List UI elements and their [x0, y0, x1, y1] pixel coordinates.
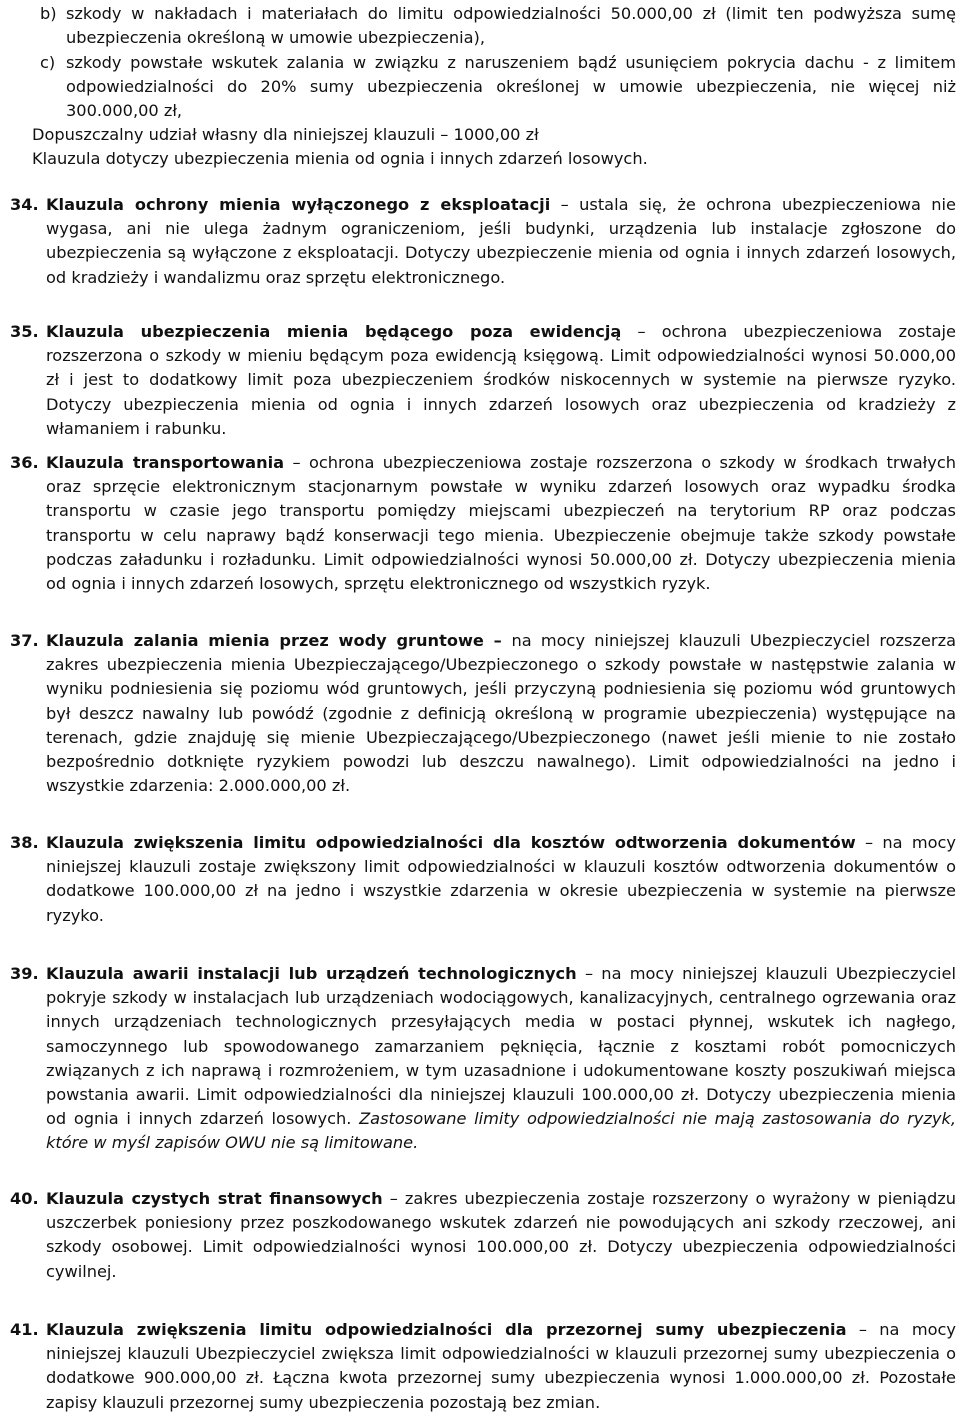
- clause-34-title: Klauzula ochrony mienia wyłączonego z eksploatacji: [46, 195, 551, 214]
- clause-41: [10, 1318, 956, 1415]
- clause-38-title: Klauzula zwiększenia limitu odpowiedzialności dla kosztów odtworzenia dokumentów: [46, 833, 856, 852]
- clause-36: [10, 451, 956, 596]
- clause-41-number: 41.: [10, 1320, 39, 1339]
- clause-37-body: na mocy niniejszej klauzuli Ubezpieczyciel rozszerza zakres ubezpieczenia mienia Ubezpieczającego/Ubezpieczonego o szkody powstałe w następstwie zalania w wyniku podniesienia się poziomu wód gruntowych, jeśli przyczyną podniesienia się poziomu wód gruntowych był deszcz nawalny lub powódź (zgodnie z definicją określoną w programie ubezpieczenia) występujące na terenach, gdzie znajduję się mienie Ubezpieczającego/Ubezpieczonego (nawet jeśli mienie to nie zostało bezpośrednio dotknięte ryzykiem powodzi lub deszczu nawalnego). Limit odpowiedzialności na jedno i wszystkie zdarzenia: 2.000.000,00 zł.: [46, 631, 956, 796]
- clause-37-dash: –: [483, 631, 512, 650]
- clause-38-number: 38.: [10, 833, 39, 852]
- list-text-c: szkody powstałe wskutek zalania w związku z naruszeniem bądź usunięciem pokrycia dachu - z limitem odpowiedzialności do 20% sumy ubezpieczenia określonej w umowie ubezpieczenia, nie więcej niż 300.000,00 zł,: [66, 53, 956, 121]
- clause-39-number: 39.: [10, 964, 39, 983]
- list-item-b: [40, 2, 956, 50]
- clause-34-number: 34.: [10, 195, 39, 214]
- clause-36-title: Klauzula transportowania: [46, 453, 285, 472]
- list-text-b: szkody w nakładach i materiałach do limitu odpowiedzialności 50.000,00 zł (limit ten podwyższa sumę ubezpieczenia określoną w umowie ubezpieczenia),: [66, 4, 956, 48]
- clause-38: [10, 831, 956, 928]
- clause-40-body: – zakres ubezpieczenia zostaje rozszerzony o wyrażony w pieniądzu uszczerbek poniesiony przez poszkodowanego wskutek zdarzeń nie powodujących ani szkody rzeczowej, ani szkody osobowej. Limit odpowiedzialności wynosi 100.000,00 zł. Dotyczy ubezpieczenia odpowiedzialności cywilnej.: [46, 1189, 956, 1281]
- clause-40-number: 40.: [10, 1189, 39, 1208]
- clause-39-title: Klauzula awarii instalacji lub urządzeń technologicznych: [46, 964, 577, 983]
- clause-34-body: – ustala się, że ochrona ubezpieczeniowa nie wygasa, ani nie ulega żadnym ograniczeniom, jeśli budynki, urządzenia lub instalacje zgłoszone do ubezpieczenia są wyłączone z eksploatacji. Dotyczy ubezpieczenie mienia od ognia i innych zdarzeń losowych, od kradzieży i wandalizmu oraz sprzętu elektronicznego.: [46, 195, 956, 287]
- clause-36-number: 36.: [10, 453, 39, 472]
- clause-36-body: – ochrona ubezpieczeniowa zostaje rozszerzona o szkody w środkach trwałych oraz sprzęcie elektronicznym stacjonarnym powstałe w wyniku zdarzeń losowych oraz wypadku środka transportu w czasie jego transportu pomiędzy miejscami ubezpieczeń na terytorium RP oraz podczas transportu w celu naprawy bądź konserwacji tego mienia. Ubezpieczenie obejmuje także szkody powstałe podczas załadunku i rozładunku. Limit odpowiedzialności wynosi 50.000,00 zł. Dotyczy ubezpieczenia mienia od ognia i innych zdarzeń losowych, sprzętu elektronicznego od wszystkich ryzyk.: [46, 453, 957, 594]
- clause-41-title: Klauzula zwiększenia limitu odpowiedzialności dla przezornej sumy ubezpieczenia: [46, 1320, 847, 1339]
- deductible-line: Dopuszczalny udział własny dla niniejszej klauzuli – 1000,00 zł: [32, 125, 539, 144]
- clause-40-title: Klauzula czystych strat finansowych: [46, 1189, 383, 1208]
- clause-35-number: 35.: [10, 322, 39, 341]
- clause-35-body: – ochrona ubezpieczeniowa zostaje rozszerzona o szkody w mieniu będącym poza ewidencją księgową. Limit odpowiedzialności wynosi 50.000,00 zł i jest to dodatkowy limit poza ubezpieczeniem środków niskocennych w systemie na pierwsze ryzyko. Dotyczy ubezpieczenia mienia od ognia i innych zdarzeń losowych oraz ubezpieczenia od kradzieży z włamaniem i rabunku.: [46, 322, 957, 438]
- clause-37-number: 37.: [10, 631, 39, 650]
- clause-37: [10, 629, 956, 798]
- list-letter-c: c): [40, 53, 56, 72]
- clause-34: [10, 193, 956, 290]
- list-item-c: [40, 51, 956, 124]
- clause-35-title: Klauzula ubezpieczenia mienia będącego poza ewidencją: [46, 322, 622, 341]
- clause-35: [10, 320, 956, 441]
- list-letter-b: b): [40, 4, 57, 23]
- clause-39: [10, 962, 956, 1156]
- clause-39-italic-note: Zastosowane limity odpowiedzialności nie mają zastosowania do ryzyk, które w myśl zapisów OWU nie są limitowane.: [46, 1109, 956, 1153]
- clause-41-body: – na mocy niniejszej klauzuli Ubezpieczyciel zwiększa limit odpowiedzialności w klauzuli przezornej sumy ubezpieczenia o dodatkowe 900.000,00 zł. Łączna kwota przezornej sumy ubezpieczenia wynosi 1.000.000,00 zł. Pozostałe zapisy klauzuli przezornej sumy ubezpieczenia pozostają bez zmian.: [46, 1320, 956, 1412]
- clause-38-body: – na mocy niniejszej klauzuli zostaje zwiększony limit odpowiedzialności w klauzuli kosztów odtworzenia dokumentów o dodatkowe 100.000,00 zł na jedno i wszystkie zdarzenia w okresie ubezpieczenia w systemie na pierwsze ryzyko.: [46, 833, 956, 925]
- clause-40: [10, 1187, 956, 1284]
- clause-39-body: – na mocy niniejszej klauzuli Ubezpieczyciel pokryje szkody w instalacjach lub urządzeniach wodociągowych, kanalizacyjnych, centralnego ogrzewania oraz innych urządzeniach technologicznych przesyłających media w postaci płynnej, wskutek ich nagłego, samoczynnego lub spowodowanego zamarzaniem pęknięcia, łącznie z kosztami robót pomocniczych związanych z ich naprawą i rozmrożeniem, w tym uzasadnione i udokumentowane koszty poszukiwań miejsca powstania awarii. Limit odpowiedzialności dla niniejszej klauzuli 100.000,00 zł. Dotyczy ubezpieczenia mienia od ognia i innych zdarzeń losowych.: [46, 964, 957, 1129]
- clause-37-title: Klauzula zalania mienia przez wody gruntowe: [46, 631, 484, 650]
- scope-line: Klauzula dotyczy ubezpieczenia mienia od ognia i innych zdarzeń losowych.: [32, 149, 648, 168]
